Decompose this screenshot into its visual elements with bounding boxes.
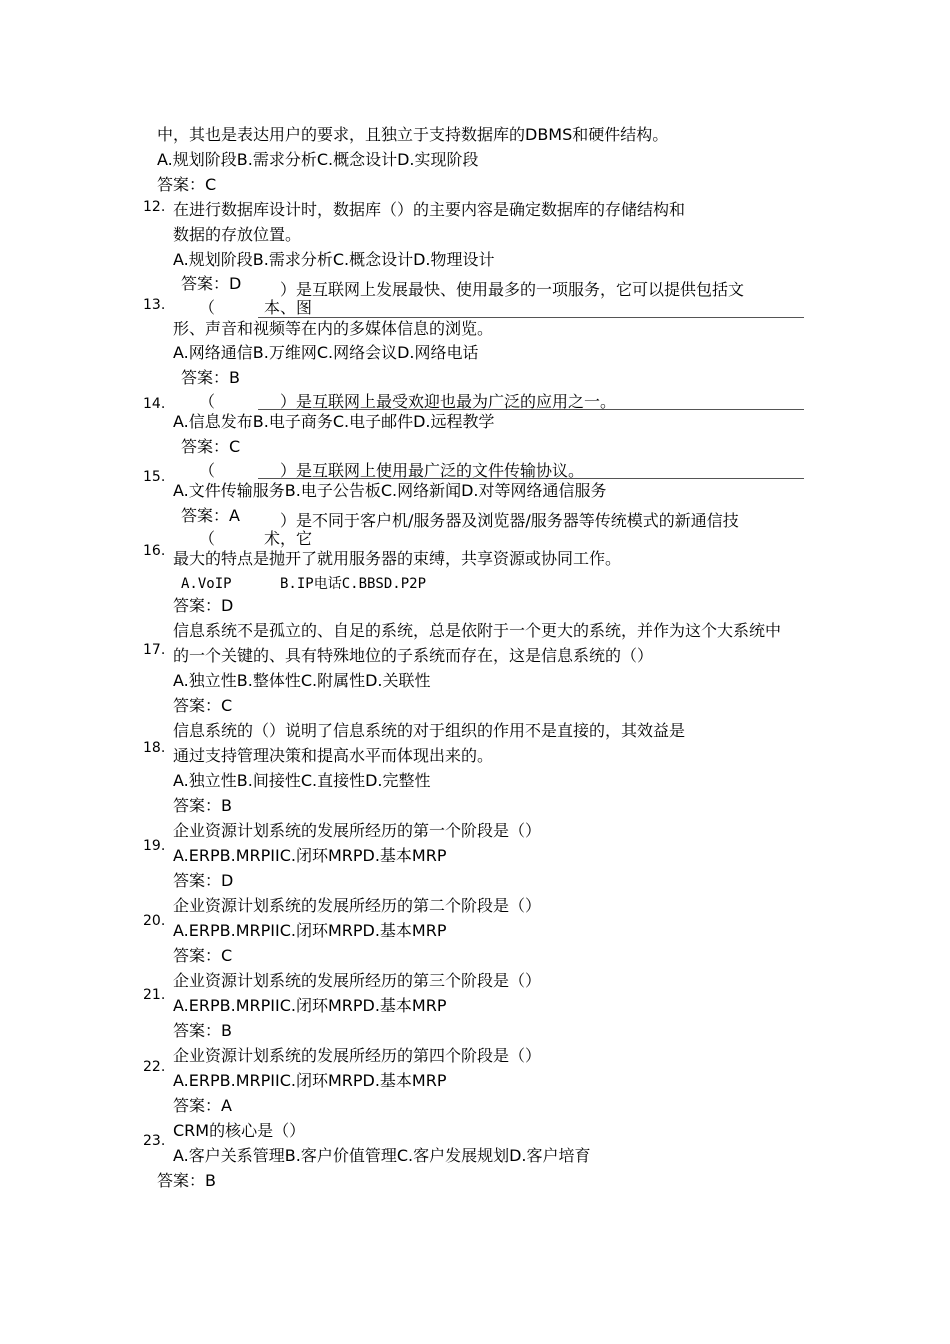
answer-key: 答案：B <box>157 1171 216 1190</box>
answer-options: A.规划阶段B.需求分析C.概念设计D.实现阶段 <box>157 150 479 169</box>
answer-options: A.ERPB.MRPIIC.闭环MRPD.基本MRP <box>173 846 447 865</box>
answer-key: 答案：D <box>181 274 242 293</box>
question-text: 数据的存放位置。 <box>173 225 302 244</box>
answer-key: 答案：C <box>173 946 233 965</box>
question-text: 的一个关键的、具有特殊地位的子系统而存在，这是信息系统的（） <box>173 646 654 665</box>
blank-underline <box>258 317 804 318</box>
question-number: 15. <box>143 469 166 485</box>
question-text: 企业资源计划系统的发展所经历的第二个阶段是（） <box>173 896 542 915</box>
answer-options: A.网络通信B.万维网C.网络会议D.网络电话 <box>173 343 479 362</box>
answer-key: 答案：A <box>181 506 240 525</box>
question-text: 在进行数据库设计时，数据库（）的主要内容是确定数据库的存储结构和 <box>173 200 686 219</box>
question-number: 18. <box>143 740 166 756</box>
question-number: 13. <box>143 297 166 313</box>
question-number: 14. <box>143 396 166 412</box>
blank-paren: （ <box>199 298 216 317</box>
answer-options: A.ERPB.MRPIIC.闭环MRPD.基本MRP <box>173 996 447 1015</box>
answer-options: A.ERPB.MRPIIC.闭环MRPD.基本MRP <box>173 1071 447 1090</box>
question-text: 通过支持管理决策和提高水平而体现出来的。 <box>173 746 494 765</box>
answer-options: A.独立性B.间接性C.直接性D.完整性 <box>173 771 431 790</box>
blank-paren: （ <box>199 529 216 548</box>
answer-key: 答案：C <box>157 175 217 194</box>
question-text: CRM的核心是（） <box>173 1121 306 1140</box>
answer-key: 答案：B <box>181 368 240 387</box>
blank-paren: （ <box>199 392 216 411</box>
question-text: ）是互联网上最受欢迎也最为广泛的应用之一。 <box>280 392 617 411</box>
answer-options: A.独立性B.整体性C.附属性D.关联性 <box>173 671 431 690</box>
answer-key: 答案：D <box>173 871 234 890</box>
answer-key: 答案：C <box>173 696 233 715</box>
blank-paren: （ <box>199 461 216 480</box>
question-text: 信息系统的（）说明了信息系统的对于组织的作用不是直接的，其效益是 <box>173 721 686 740</box>
question-text: 中，其也是表达用户的要求，且独立于支持数据库的DBMS和硬件结构。 <box>157 125 669 144</box>
question-text: 本、图 <box>264 298 313 317</box>
question-number: 20. <box>143 913 166 929</box>
answer-key: 答案：B <box>173 796 232 815</box>
question-text: ）是互联网上发展最快、使用最多的一项服务，它可以提供包括文 <box>280 280 745 299</box>
question-text: 最大的特点是抛开了就用服务器的束缚，共享资源或协同工作。 <box>173 549 622 568</box>
answer-key: 答案：B <box>173 1021 232 1040</box>
question-number: 23. <box>143 1133 166 1149</box>
answer-key: 答案：D <box>173 596 234 615</box>
answer-key: 答案：A <box>173 1096 232 1115</box>
question-text: ）是互联网上使用最广泛的文件传输协议。 <box>280 461 585 480</box>
answer-key: 答案：C <box>181 437 241 456</box>
question-number: 19. <box>143 838 166 854</box>
answer-options: A.客户关系管理B.客户价值管理C.客户发展规划D.客户培育 <box>173 1146 591 1165</box>
question-text: 企业资源计划系统的发展所经历的第一个阶段是（） <box>173 821 542 840</box>
question-text: ）是不同于客户机/服务器及浏览器/服务器等传统模式的新通信技 <box>280 511 739 530</box>
question-text: 形、声音和视频等在内的多媒体信息的浏览。 <box>173 319 494 338</box>
answer-options: B.IP电话C.BBSD.P2P <box>280 576 427 592</box>
question-text: 术，它 <box>264 529 313 548</box>
answer-options: A.ERPB.MRPIIC.闭环MRPD.基本MRP <box>173 921 447 940</box>
question-number: 16. <box>143 543 166 559</box>
answer-options: A.VoIP <box>181 576 232 592</box>
answer-options: A.信息发布B.电子商务C.电子邮件D.远程教学 <box>173 412 495 431</box>
question-text: 企业资源计划系统的发展所经历的第三个阶段是（） <box>173 971 542 990</box>
question-number: 17. <box>143 642 166 658</box>
question-text: 信息系统不是孤立的、自足的系统，总是依附于一个更大的系统，并作为这个大系统中 <box>173 621 782 640</box>
question-number: 22. <box>143 1059 166 1075</box>
question-text: 企业资源计划系统的发展所经历的第四个阶段是（） <box>173 1046 542 1065</box>
answer-options: A.规划阶段B.需求分析C.概念设计D.物理设计 <box>173 250 495 269</box>
question-number: 21. <box>143 987 166 1003</box>
answer-options: A.文件传输服务B.电子公告板C.网络新闻D.对等网络通信服务 <box>173 481 607 500</box>
blank-underline <box>258 409 804 410</box>
question-number: 12. <box>143 199 166 215</box>
blank-underline <box>258 478 804 479</box>
